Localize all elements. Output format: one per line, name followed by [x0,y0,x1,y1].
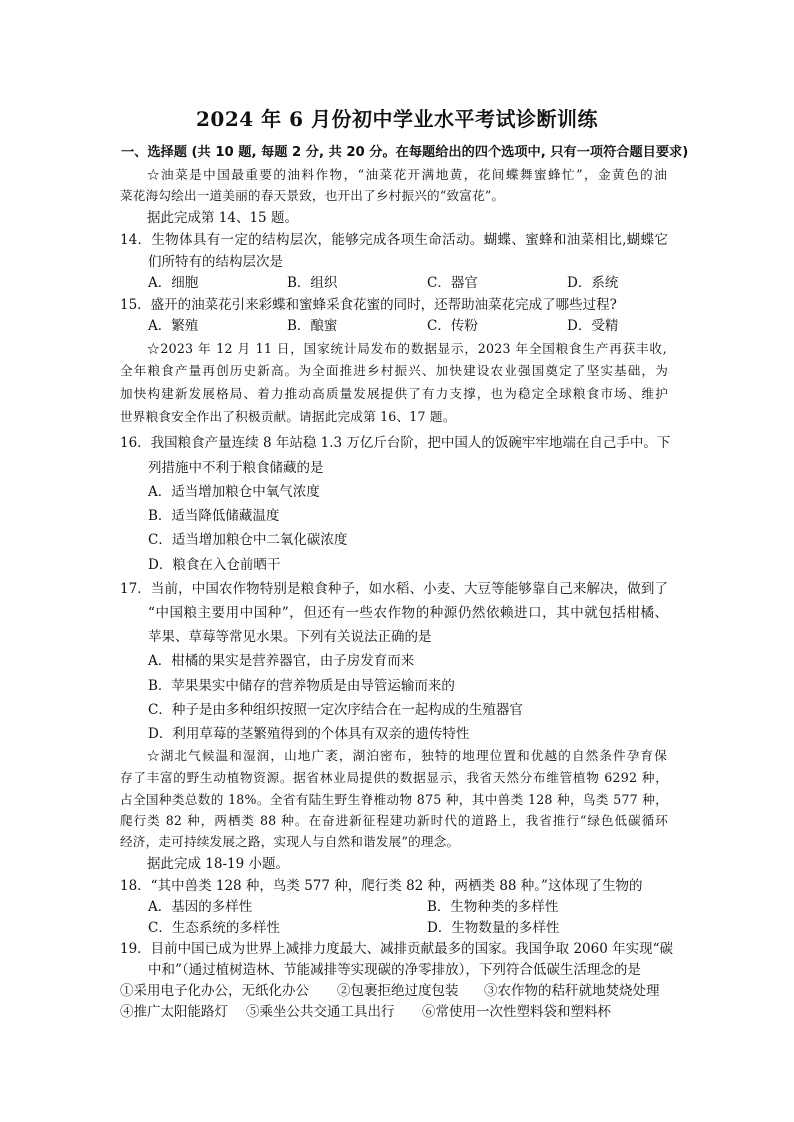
passage-1-line: ☆油菜是中国最重要的油料作物，“油菜花开满地黄，花间蝶舞蜜蜂忙”，金黄色的油 [147,167,667,182]
question-15-option-b[interactable]: B．酿蜜 [287,318,338,334]
passage-3-instruction: 据此完成 18-19 小题。 [147,856,290,872]
question-16-option-d[interactable]: D．粮食在入仓前晒干 [148,557,281,573]
passage-3-line: 经济，走可持续发展之路，实现人与自然和谐发展”的理念。 [120,834,460,849]
question-16-option-a[interactable]: A．适当增加粮仓中氧气浓度 [148,484,320,500]
passage-3-line: 存了丰富的野生动植物资源。据省林业局提供的数据显示，我省天然分布维管植物 6292 种， [120,770,668,785]
passage-3-line: ☆湖北气候温和湿润，山地广袤，湖泊密布，独特的地理位置和优越的自然条件孕育保 [147,748,667,763]
question-18-stem: 18．“其中兽类 128 种，鸟类 577 种，爬行类 82 种，两栖类 88 种。”这体现了生物的 [120,878,643,894]
question-17-stem: 17．当前，中国农作物特别是粮食种子，如水稻、小麦、大豆等能够靠自己来解决，做到了 [120,581,668,597]
question-17-stem: “中国粮主要用中国种”，但还有一些农作物的种源仍然依赖进口，其中就包括柑橘、 [148,605,668,621]
question-19-stem: 19．目前中国已成为世界上减排力度最大、减排贡献最多的国家。我国争取 2060 年实现“碳 [120,941,674,957]
question-15-option-c[interactable]: C．传粉 [427,318,478,334]
passage-2-line: 全年粮食产量再创历史新高。为全面推进乡村振兴、加快建设农业强国奠定了坚实基础，为 [120,363,668,378]
passage-2-line: 加快构建新发展格局、着力推动高质量发展提供了有力支撑，也为稳定全球粮食市场、维护 [120,386,668,401]
question-14-stem: 14．生物体具有一定的结构层次，能够完成各项生命活动。蝴蝶、蜜蜂和油菜相比,蝴蝶它 [120,232,668,248]
passage-1-line: 菜花海勾绘出一道美丽的春天景致，也开出了乡村振兴的“致富花”。 [120,188,505,203]
question-14-option-d[interactable]: D．系统 [567,275,619,291]
passage-1-instruction: 据此完成第 14、15 题。 [147,210,298,226]
question-17-option-d[interactable]: D．利用草莓的茎繁殖得到的个体具有双亲的遗传特性 [148,726,470,742]
question-14-option-c[interactable]: C．器官 [427,275,478,291]
question-15-option-d[interactable]: D．受精 [567,318,619,334]
question-18-option-d[interactable]: D．生物数量的多样性 [427,920,560,936]
question-18-option-b[interactable]: B．生物种类的多样性 [427,899,559,915]
section-heading: 一、选择题 (共 10 题, 每题 2 分, 共 20 分。在每题给出的四个选项中, 只有一项符合题目要求) [121,145,689,160]
question-18-option-c[interactable]: C．生态系统的多样性 [148,920,280,936]
question-18-option-a[interactable]: A．基因的多样性 [148,899,253,915]
question-17-option-c[interactable]: C．种子是由多种组织按照一定次序结合在一起构成的生殖器官 [148,702,523,718]
question-16-option-b[interactable]: B．适当降低储藏温度 [148,508,280,524]
question-19-item-5: ⑤乘坐公共交通工具出行 [246,1004,395,1020]
question-16-stem: 列措施中不利于粮食储藏的是 [148,460,324,476]
passage-2-line: ☆2023 年 12 月 11 日，国家统计局发布的数据显示，2023 年全国粮食生产再获丰收, [147,341,667,356]
question-15-option-a[interactable]: A．繁殖 [148,318,199,334]
passage-3-line: 占全国种类总数的 18%。全省有陆生野生脊椎动物 875 种，其中兽类 128 种，鸟类 577 种， [120,792,668,807]
question-19-item-2: ②包裹拒绝过度包装 [337,983,459,999]
question-19-stem: 中和”（通过植树造林、节能减排等实现碳的净零排放），下列符合低碳生活理念的是 [148,962,641,978]
question-16-stem: 16．我国粮食产量连续 8 年站稳 1.3 万亿斤台阶，把中国人的饭碗牢牢地端在自己手中。下 [120,435,671,451]
page-title: 2024 年 6 月份初中学业水平考试诊断训练 [196,107,598,131]
question-19-item-6: ⑥常使用一次性塑料袋和塑料杯 [422,1004,611,1020]
question-19-item-4: ④推广太阳能路灯 [120,1004,228,1020]
question-19-item-1: ①采用电子化办公，无纸化办公 [120,983,309,999]
question-16-option-c[interactable]: C．适当增加粮仓中二氧化碳浓度 [148,532,348,548]
question-14-stem: 们所特有的结构层次是 [148,254,283,270]
question-14-option-a[interactable]: A．细胞 [148,275,199,291]
passage-2-line: 世界粮食安全作出了积极贡献。请据此完成第 16、17 题。 [120,409,456,424]
question-17-option-a[interactable]: A．柑橘的果实是营养器官，由子房发育而来 [148,653,415,669]
passage-3-line: 爬行类 82 种，两栖类 88 种。在奋进新征程建功新时代的道路上，我省推行“绿色低碳循环 [120,813,668,828]
question-15-stem: 15．盛开的油菜花引来彩蝶和蜜蜂采食花蜜的同时，还帮助油菜花完成了哪些过程? [120,297,617,313]
question-14-option-b[interactable]: B．组织 [287,275,338,291]
question-19-item-3: ③农作物的秸秆就地焚烧处理 [484,983,660,999]
question-17-option-b[interactable]: B．苹果果实中储存的营养物质是由导管运输而来的 [148,678,455,694]
question-17-stem: 苹果、草莓等常见水果。下列有关说法正确的是 [148,629,432,645]
